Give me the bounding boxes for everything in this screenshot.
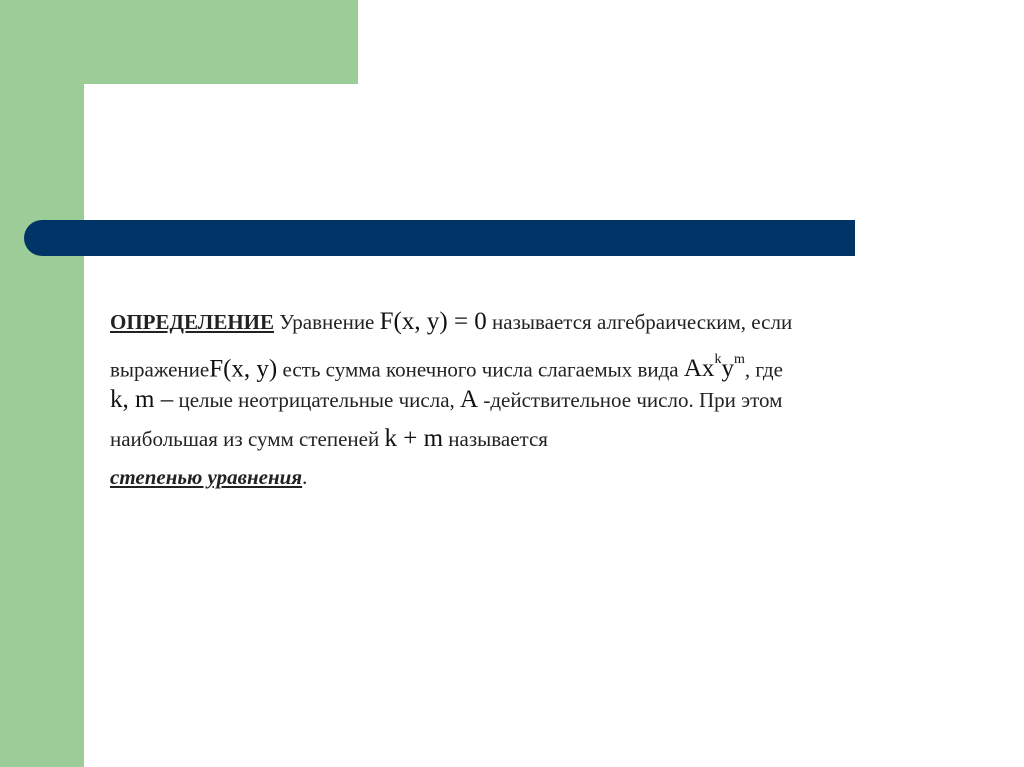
text-run: выражение — [110, 357, 210, 382]
formula-fxy-zero: F(x, y) = 0 — [379, 308, 487, 335]
formula-k-plus-m: k + m — [384, 425, 444, 452]
definition-line-3 — [110, 380, 990, 419]
definition-line-2 — [110, 344, 990, 383]
top-green-block — [0, 0, 358, 84]
equation-degree-term: степенью уравнения — [110, 465, 303, 489]
definition-line-5 — [110, 458, 990, 497]
exponent-m: m — [733, 352, 745, 367]
definition-line-1 — [110, 302, 990, 341]
formula-monomial — [683, 352, 745, 383]
formula-fxy: F(x, y) — [209, 355, 278, 383]
text-run: -действительное число. При этом — [478, 388, 783, 412]
definition-line-4 — [110, 419, 990, 458]
definition-term: ОПРЕДЕЛЕНИЕ — [110, 310, 275, 334]
monomial-base: Ax — [683, 355, 715, 383]
exponent-k: k — [714, 352, 722, 367]
definition-text — [110, 302, 990, 497]
text-run: , где — [744, 357, 783, 382]
title-bar — [24, 220, 855, 256]
text-run: называется — [443, 427, 548, 451]
formula-km: k, m – — [110, 386, 174, 413]
text-run: . — [302, 465, 308, 489]
text-run: Уравнение — [274, 310, 380, 334]
text-run: есть сумма конечного числа слагаемых вида — [277, 357, 684, 382]
text-run: целые неотрицательные числа, — [173, 388, 461, 412]
left-green-bar — [0, 0, 84, 767]
text-run: наибольшая из сумм степеней — [110, 427, 385, 451]
formula-a: A — [460, 386, 479, 413]
text-run: называется алгебраическим, если — [486, 310, 793, 334]
monomial-y: y — [721, 355, 734, 383]
